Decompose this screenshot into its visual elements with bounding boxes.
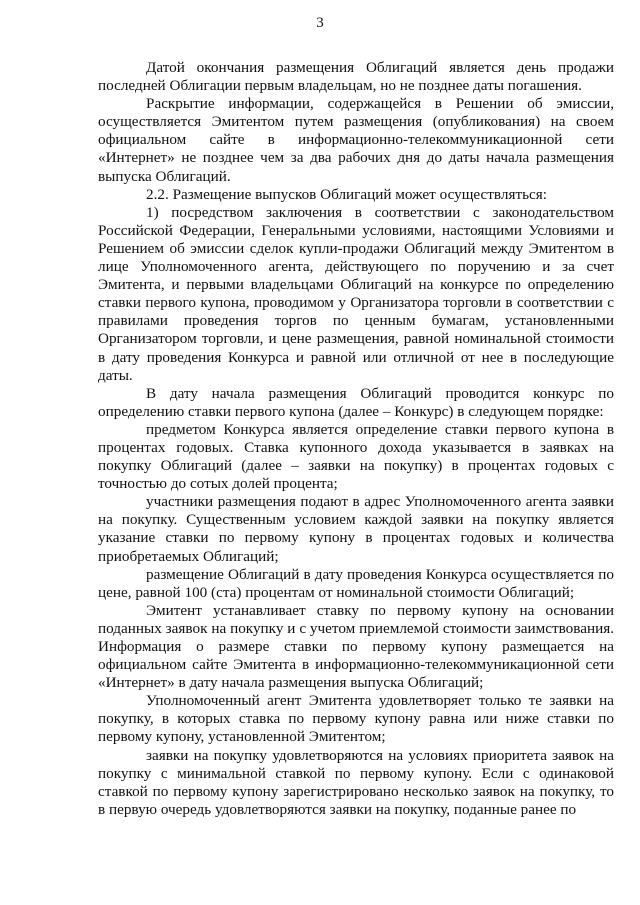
paragraph: 1) посредством заключения в соответствии с законодательством Российской Федерации, Генеральными условиями, настоящими Условиями и Решением об эмиссии сделок купли-продажи Облигаций между Эмитентом в лице Уполномоченного агента, действующего по поручению и за счет Эмитента, и первыми владельцами Облигаций на конкурсе по определению ставки первого купона, проводимом у Организатора торговли в соответствии с правилами проведения торгов по ценным бумагам, установленными Организатором торговли, и цене размещения, равной номинальной стоимости в дату проведения Конкурса и равной или отличной от нее в последующие даты. xyxy=(98,203,614,384)
paragraph: участники размещения подают в адрес Уполномоченного агента заявки на покупку. Существенным условием каждой заявки на покупку является указание ставки по первому купону в процентах годовых и количества приобретаемых Облигаций; xyxy=(98,493,614,565)
paragraph: размещение Облигаций в дату проведения Конкурса осуществляется по цене, равной 100 (ста) процентам от номинальной стоимости Облигаций; xyxy=(98,565,614,601)
paragraph: Раскрытие информации, содержащейся в Решении об эмиссии, осуществляется Эмитентом путем размещения (опубликования) на своем официальном сайте в информационно-телекоммуникационной сети «Интернет» не позднее чем за два рабочих дня до даты начала размещения выпуска Облигаций. xyxy=(98,95,614,185)
paragraph: В дату начала размещения Облигаций проводится конкурс по определению ставки первого купона (далее – Конкурс) в следующем порядке: xyxy=(98,384,614,420)
paragraph: Уполномоченный агент Эмитента удовлетворяет только те заявки на покупку, в которых ставка по первому купону равна или ниже ставки по первому купону, установленной Эмитентом; xyxy=(98,692,614,746)
paragraph: Датой окончания размещения Облигаций является день продажи последней Облигации первым владельцам, но не позднее даты погашения. xyxy=(98,59,614,95)
paragraph: Эмитент устанавливает ставку по первому купону на основании поданных заявок на покупку и с учетом приемлемой стоимости заимствования. Информация о размере ставки по первому купону размещается на официальном сайте Эмитента в информационно-телекоммуникационной сети «Интернет» в дату начала размещения выпуска Облигаций; xyxy=(98,601,614,692)
document-body xyxy=(98,59,614,819)
page-number: 3 xyxy=(316,15,324,31)
paragraph: предметом Конкурса является определение ставки первого купона в процентах годовых. Ставка купонного дохода указывается в заявках на покупку Облигаций (далее – заявки на покупку) в процентах годовых с точностью до сотых долей процента; xyxy=(98,420,614,493)
paragraph: заявки на покупку удовлетворяются на условиях приоритета заявок на покупку с минимальной ставкой по первому купону. Если с одинаковой ставкой по первому купону зарегистрировано несколько заявок на покупку, то в первую очередь удовлетворяются заявки на покупку, поданные ранее по xyxy=(98,746,614,818)
paragraph: 2.2. Размещение выпусков Облигаций может осуществляться: xyxy=(146,185,547,203)
